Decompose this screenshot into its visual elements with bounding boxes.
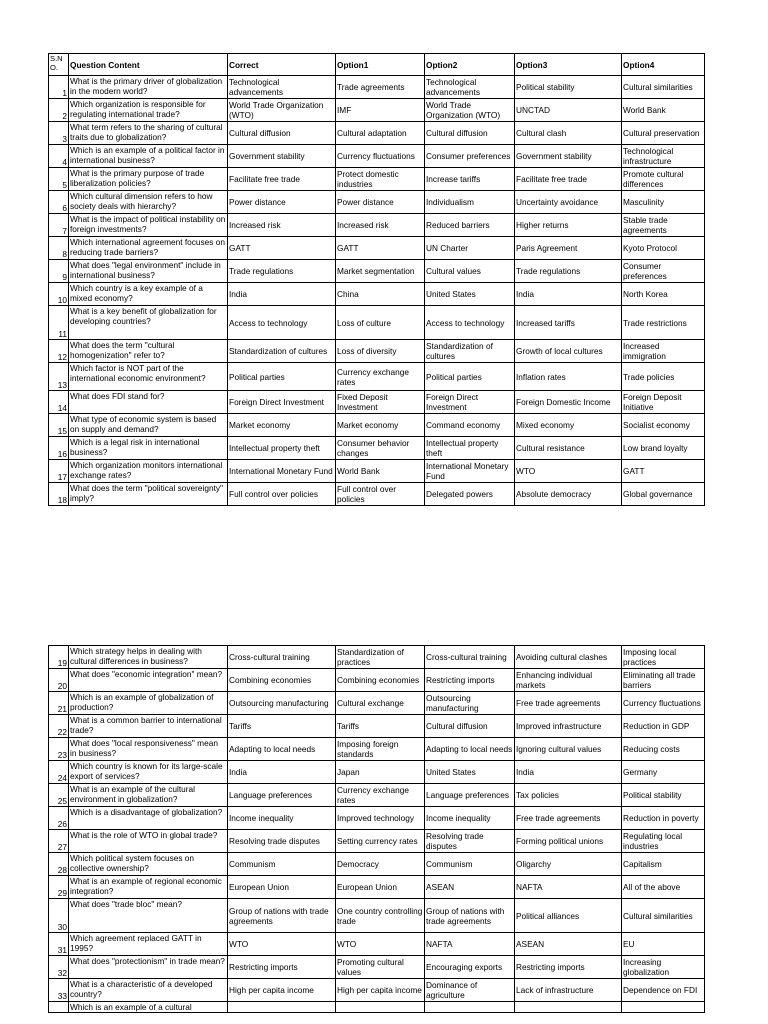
cell-correct: Tariffs: [228, 715, 336, 738]
cell-question: Which cultural dimension refers to how society deals with hierarchy?: [69, 191, 228, 214]
cell-sn: 30: [49, 899, 69, 933]
cell-option1: GATT: [336, 237, 425, 260]
table-row: [49, 260, 705, 283]
cell-option1: Improved technology: [336, 807, 425, 830]
header-correct: Correct: [228, 54, 336, 76]
cell-option4: Technological infrastructure: [622, 145, 705, 168]
cell-correct: Outsourcing manufacturing: [228, 692, 336, 715]
cell-question: What is the role of WTO in global trade?: [69, 830, 228, 853]
cell-option2: Cross-cultural training: [425, 646, 515, 669]
cell-option1: Currency fluctuations: [336, 145, 425, 168]
cell-option1: China: [336, 283, 425, 306]
cell-correct: Access to technology: [228, 306, 336, 340]
table-row: [49, 283, 705, 306]
cell-option1: Setting currency rates: [336, 830, 425, 853]
cell-option3: Growth of local cultures: [515, 340, 622, 363]
cell-question: Which is an example of globalization of production?: [69, 692, 228, 715]
cell-question: Which country is a key example of a mixed economy?: [69, 283, 228, 306]
cell-option2: Restricting imports: [425, 669, 515, 692]
cell-option1: Promoting cultural values: [336, 956, 425, 979]
cell-question: What does "trade bloc" mean?: [69, 899, 228, 933]
cell-option3: Free trade agreements: [515, 807, 622, 830]
cell-question: What is an example of regional economic integration?: [69, 876, 228, 899]
cell-option2: UN Charter: [425, 237, 515, 260]
cell-sn: 8: [49, 237, 69, 260]
cell-question: Which is an example of a political factor in international business?: [69, 145, 228, 168]
cell-option3: Ignoring cultural values: [515, 738, 622, 761]
table-row: [49, 363, 705, 391]
cell-option2: Delegated powers: [425, 483, 515, 506]
cell-question: What is an example of the cultural environment in globalization?: [69, 784, 228, 807]
cell-correct: WTO: [228, 933, 336, 956]
cell-question: Which political system focuses on collective ownership?: [69, 853, 228, 876]
cell-option1: [336, 1002, 425, 1013]
cell-correct: International Monetary Fund: [228, 460, 336, 483]
cell-question: What does "local responsiveness" mean in business?: [69, 738, 228, 761]
cell-option3: Facilitate free trade: [515, 168, 622, 191]
cell-correct: Communism: [228, 853, 336, 876]
cell-option1: Increased risk: [336, 214, 425, 237]
cell-correct: Intellectual property theft: [228, 437, 336, 460]
table-row: [49, 899, 705, 933]
cell-option4: All of the above: [622, 876, 705, 899]
cell-option4: Regulating local industries: [622, 830, 705, 853]
table-row: [49, 807, 705, 830]
cell-question: What does "protectionism" in trade mean?: [69, 956, 228, 979]
cell-option2: Communism: [425, 853, 515, 876]
cell-option4: Eliminating all trade barriers: [622, 669, 705, 692]
cell-option2: Group of nations with trade agreements: [425, 899, 515, 933]
header-option2: Option2: [425, 54, 515, 76]
cell-option4: Global governance: [622, 483, 705, 506]
cell-correct: Trade regulations: [228, 260, 336, 283]
cell-question: Which organization is responsible for regulating international trade?: [69, 99, 228, 122]
cell-option1: Loss of diversity: [336, 340, 425, 363]
cell-correct: Language preferences: [228, 784, 336, 807]
cell-option2: United States: [425, 283, 515, 306]
cell-option4: World Bank: [622, 99, 705, 122]
cell-correct: Cross-cultural training: [228, 646, 336, 669]
cell-sn: 15: [49, 414, 69, 437]
cell-correct: Market economy: [228, 414, 336, 437]
cell-option3: Improved infrastructure: [515, 715, 622, 738]
cell-correct: Cultural diffusion: [228, 122, 336, 145]
cell-option3: UNCTAD: [515, 99, 622, 122]
cell-question: What is the impact of political instability on foreign investments?: [69, 214, 228, 237]
cell-option1: Tariffs: [336, 715, 425, 738]
cell-option4: Stable trade agreements: [622, 214, 705, 237]
cell-option4: Reducing costs: [622, 738, 705, 761]
cell-option3: Political alliances: [515, 899, 622, 933]
header-question: Question Content: [69, 54, 228, 76]
cell-sn: 25: [49, 784, 69, 807]
cell-sn: 18: [49, 483, 69, 506]
table-row: [49, 306, 705, 340]
cell-option4: Consumer preferences: [622, 260, 705, 283]
cell-option1: World Bank: [336, 460, 425, 483]
cell-option2: Income inequality: [425, 807, 515, 830]
cell-option2: Cultural diffusion: [425, 122, 515, 145]
cell-question: What does "legal environment" include in international business?: [69, 260, 228, 283]
cell-sn: 3: [49, 122, 69, 145]
cell-option3: Political stability: [515, 76, 622, 99]
cell-option4: Increasing globalization: [622, 956, 705, 979]
table-row: [49, 437, 705, 460]
cell-option1: Power distance: [336, 191, 425, 214]
cell-sn: 21: [49, 692, 69, 715]
cell-correct: World Trade Organization (WTO): [228, 99, 336, 122]
cell-option4: Cultural similarities: [622, 899, 705, 933]
cell-correct: Government stability: [228, 145, 336, 168]
cell-option4: North Korea: [622, 283, 705, 306]
cell-question: Which organization monitors international exchange rates?: [69, 460, 228, 483]
cell-sn: 9: [49, 260, 69, 283]
cell-option4: Masculinity: [622, 191, 705, 214]
table-row: [49, 99, 705, 122]
table-row: [49, 214, 705, 237]
cell-sn: 17: [49, 460, 69, 483]
table-row: [49, 340, 705, 363]
cell-option2: Encouraging exports: [425, 956, 515, 979]
cell-option3: Increased tariffs: [515, 306, 622, 340]
cell-question: What does "economic integration" mean?: [69, 669, 228, 692]
table-row: [49, 414, 705, 437]
cell-option1: IMF: [336, 99, 425, 122]
table-row: [49, 391, 705, 414]
cell-question: What is a characteristic of a developed country?: [69, 979, 228, 1002]
cell-correct: Foreign Direct Investment: [228, 391, 336, 414]
table-row: [49, 237, 705, 260]
cell-option3: Avoiding cultural clashes: [515, 646, 622, 669]
cell-correct: Income inequality: [228, 807, 336, 830]
cell-option4: Low brand loyalty: [622, 437, 705, 460]
cell-correct: Technological advancements: [228, 76, 336, 99]
table-row: [49, 830, 705, 853]
cell-option4: Reduction in GDP: [622, 715, 705, 738]
cell-question: Which agreement replaced GATT in 1995?: [69, 933, 228, 956]
table-row: [49, 460, 705, 483]
cell-correct: Political parties: [228, 363, 336, 391]
cell-sn: 1: [49, 76, 69, 99]
cell-option1: Combining economies: [336, 669, 425, 692]
table-row: [49, 761, 705, 784]
cell-option2: Access to technology: [425, 306, 515, 340]
cell-option2: International Monetary Fund: [425, 460, 515, 483]
cell-sn: 10: [49, 283, 69, 306]
cell-correct: Facilitate free trade: [228, 168, 336, 191]
cell-sn: 24: [49, 761, 69, 784]
cell-option2: Dominance of agriculture: [425, 979, 515, 1002]
cell-question: Which factor is NOT part of the international economic environment?: [69, 363, 228, 391]
cell-correct: GATT: [228, 237, 336, 260]
cell-option2: United States: [425, 761, 515, 784]
cell-option4: Foreign Deposit Initiative: [622, 391, 705, 414]
cell-sn: 2: [49, 99, 69, 122]
cell-option1: Japan: [336, 761, 425, 784]
cell-option1: WTO: [336, 933, 425, 956]
table-row: [49, 191, 705, 214]
cell-sn: 28: [49, 853, 69, 876]
cell-sn: 31: [49, 933, 69, 956]
cell-option2: Outsourcing manufacturing: [425, 692, 515, 715]
cell-question: Which strategy helps in dealing with cultural differences in business?: [69, 646, 228, 669]
cell-option3: Enhancing individual markets: [515, 669, 622, 692]
cell-option3: ASEAN: [515, 933, 622, 956]
cell-option4: Trade restrictions: [622, 306, 705, 340]
cell-sn: 26: [49, 807, 69, 830]
cell-option2: World Trade Organization (WTO): [425, 99, 515, 122]
cell-option4: GATT: [622, 460, 705, 483]
table-row: [49, 715, 705, 738]
cell-correct: India: [228, 761, 336, 784]
cell-option1: Trade agreements: [336, 76, 425, 99]
cell-option3: Government stability: [515, 145, 622, 168]
cell-option3: [515, 1002, 622, 1013]
cell-option4: Cultural similarities: [622, 76, 705, 99]
cell-option4: Imposing local practices: [622, 646, 705, 669]
cell-option2: Resolving trade disputes: [425, 830, 515, 853]
cell-option4: Cultural preservation: [622, 122, 705, 145]
cell-correct: Full control over policies: [228, 483, 336, 506]
table-row: [49, 168, 705, 191]
cell-sn: 19: [49, 646, 69, 669]
cell-option2: Foreign Direct Investment: [425, 391, 515, 414]
cell-correct: Group of nations with trade agreements: [228, 899, 336, 933]
table-row: [49, 692, 705, 715]
cell-question: What is the primary driver of globalization in the modern world?: [69, 76, 228, 99]
cell-option2: Individualism: [425, 191, 515, 214]
cell-option3: Trade regulations: [515, 260, 622, 283]
cell-option4: Trade policies: [622, 363, 705, 391]
header-option1: Option1: [336, 54, 425, 76]
table-row: [49, 876, 705, 899]
cell-option1: Consumer behavior changes: [336, 437, 425, 460]
cell-question: What is a key benefit of globalization for developing countries?: [69, 306, 228, 340]
cell-question: Which is a legal risk in international business?: [69, 437, 228, 460]
cell-sn: 6: [49, 191, 69, 214]
cell-sn: 7: [49, 214, 69, 237]
cell-sn: 14: [49, 391, 69, 414]
cell-option2: Consumer preferences: [425, 145, 515, 168]
table-row: [49, 122, 705, 145]
cell-option1: Standardization of practices: [336, 646, 425, 669]
cell-sn: [49, 1002, 69, 1013]
table-row: [49, 979, 705, 1002]
cell-option1: Imposing foreign standards: [336, 738, 425, 761]
table-row: [49, 853, 705, 876]
cell-sn: 5: [49, 168, 69, 191]
cell-option3: Paris Agreement: [515, 237, 622, 260]
cell-option3: Inflation rates: [515, 363, 622, 391]
cell-correct: Combining economies: [228, 669, 336, 692]
cell-correct: [228, 1002, 336, 1013]
cell-option4: Kyoto Protocol: [622, 237, 705, 260]
header-option4: Option4: [622, 54, 705, 76]
cell-option3: Cultural resistance: [515, 437, 622, 460]
table-row: [49, 669, 705, 692]
cell-option3: Cultural clash: [515, 122, 622, 145]
cell-correct: Power distance: [228, 191, 336, 214]
table-row: [49, 784, 705, 807]
cell-option1: Protect domestic industries: [336, 168, 425, 191]
cell-option3: India: [515, 283, 622, 306]
questions-table-2: [48, 645, 705, 1013]
cell-option3: Foreign Domestic Income: [515, 391, 622, 414]
cell-correct: Adapting to local needs: [228, 738, 336, 761]
cell-option2: Technological advancements: [425, 76, 515, 99]
header-sn: S.N O.: [49, 54, 69, 76]
cell-option4: Capitalism: [622, 853, 705, 876]
cell-option3: NAFTA: [515, 876, 622, 899]
cell-option1: Market segmentation: [336, 260, 425, 283]
cell-option3: Mixed economy: [515, 414, 622, 437]
table-row: [49, 956, 705, 979]
cell-option3: Uncertainty avoidance: [515, 191, 622, 214]
cell-option4: Germany: [622, 761, 705, 784]
questions-table-1: [48, 53, 705, 506]
cell-option4: Currency fluctuations: [622, 692, 705, 715]
cell-option2: Reduced barriers: [425, 214, 515, 237]
cell-option1: Currency exchange rates: [336, 784, 425, 807]
cell-correct: Restricting imports: [228, 956, 336, 979]
cell-question: What type of economic system is based on supply and demand?: [69, 414, 228, 437]
cell-option1: High per capita income: [336, 979, 425, 1002]
cell-option1: Market economy: [336, 414, 425, 437]
cell-option2: Political parties: [425, 363, 515, 391]
cell-option1: Loss of culture: [336, 306, 425, 340]
table-row: [49, 933, 705, 956]
cell-sn: 20: [49, 669, 69, 692]
cell-option3: Absolute democracy: [515, 483, 622, 506]
cell-question: Which country is known for its large-scale export of services?: [69, 761, 228, 784]
cell-option4: Political stability: [622, 784, 705, 807]
cell-option4: Increased immigration: [622, 340, 705, 363]
cell-option4: Promote cultural differences: [622, 168, 705, 191]
cell-correct: Resolving trade disputes: [228, 830, 336, 853]
cell-option2: Standardization of cultures: [425, 340, 515, 363]
cell-sn: 33: [49, 979, 69, 1002]
cell-question: What does the term "political sovereignty" imply?: [69, 483, 228, 506]
cell-option3: Restricting imports: [515, 956, 622, 979]
cell-correct: Standardization of cultures: [228, 340, 336, 363]
cell-option2: Command economy: [425, 414, 515, 437]
cell-option1: Full control over policies: [336, 483, 425, 506]
cell-option3: Oligarchy: [515, 853, 622, 876]
cell-option2: Language preferences: [425, 784, 515, 807]
cell-option2: Increase tariffs: [425, 168, 515, 191]
cell-option2: ASEAN: [425, 876, 515, 899]
cell-option3: Higher returns: [515, 214, 622, 237]
cell-sn: 11: [49, 306, 69, 340]
table-row: [49, 145, 705, 168]
cell-option2: NAFTA: [425, 933, 515, 956]
cell-question: Which is a disadvantage of globalization?: [69, 807, 228, 830]
cell-sn: 32: [49, 956, 69, 979]
cell-sn: 22: [49, 715, 69, 738]
table-row: [49, 483, 705, 506]
cell-option2: Cultural diffusion: [425, 715, 515, 738]
cell-option4: Dependence on FDI: [622, 979, 705, 1002]
table-row: [49, 738, 705, 761]
cell-option2: Cultural values: [425, 260, 515, 283]
cell-sn: 4: [49, 145, 69, 168]
cell-question: What does the term "cultural homogenization" refer to?: [69, 340, 228, 363]
cell-option3: WTO: [515, 460, 622, 483]
cell-option3: Lack of infrastructure: [515, 979, 622, 1002]
cell-option3: Free trade agreements: [515, 692, 622, 715]
cell-option4: EU: [622, 933, 705, 956]
cell-option4: Reduction in poverty: [622, 807, 705, 830]
header-row: [49, 54, 705, 76]
cell-sn: 12: [49, 340, 69, 363]
cell-sn: 16: [49, 437, 69, 460]
cell-option4: [622, 1002, 705, 1013]
cell-option3: India: [515, 761, 622, 784]
cell-correct: Increased risk: [228, 214, 336, 237]
cell-option3: Forming political unions: [515, 830, 622, 853]
cell-option2: Adapting to local needs: [425, 738, 515, 761]
table-row: [49, 646, 705, 669]
cell-sn: 29: [49, 876, 69, 899]
cell-sn: 27: [49, 830, 69, 853]
cell-question: What does FDI stand for?: [69, 391, 228, 414]
cell-option1: One country controlling trade: [336, 899, 425, 933]
cell-option1: Democracy: [336, 853, 425, 876]
cell-correct: European Union: [228, 876, 336, 899]
cell-option4: Socialist economy: [622, 414, 705, 437]
cell-question: What is a common barrier to international trade?: [69, 715, 228, 738]
table-row: [49, 76, 705, 99]
table-row: [49, 1002, 705, 1013]
cell-question: Which international agreement focuses on reducing trade barriers?: [69, 237, 228, 260]
cell-option1: Cultural adaptation: [336, 122, 425, 145]
header-option3: Option3: [515, 54, 622, 76]
cell-question: What is the primary purpose of trade liberalization policies?: [69, 168, 228, 191]
cell-option1: European Union: [336, 876, 425, 899]
cell-option1: Cultural exchange: [336, 692, 425, 715]
cell-correct: India: [228, 283, 336, 306]
cell-sn: 23: [49, 738, 69, 761]
cell-option1: Currency exchange rates: [336, 363, 425, 391]
cell-question: What term refers to the sharing of cultural traits due to globalization?: [69, 122, 228, 145]
cell-correct: High per capita income: [228, 979, 336, 1002]
cell-sn: 13: [49, 363, 69, 391]
cell-question: Which is an example of a cultural: [69, 1002, 228, 1013]
cell-option1: Fixed Deposit Investment: [336, 391, 425, 414]
cell-option3: Tax policies: [515, 784, 622, 807]
cell-option2: Intellectual property theft: [425, 437, 515, 460]
cell-option2: [425, 1002, 515, 1013]
